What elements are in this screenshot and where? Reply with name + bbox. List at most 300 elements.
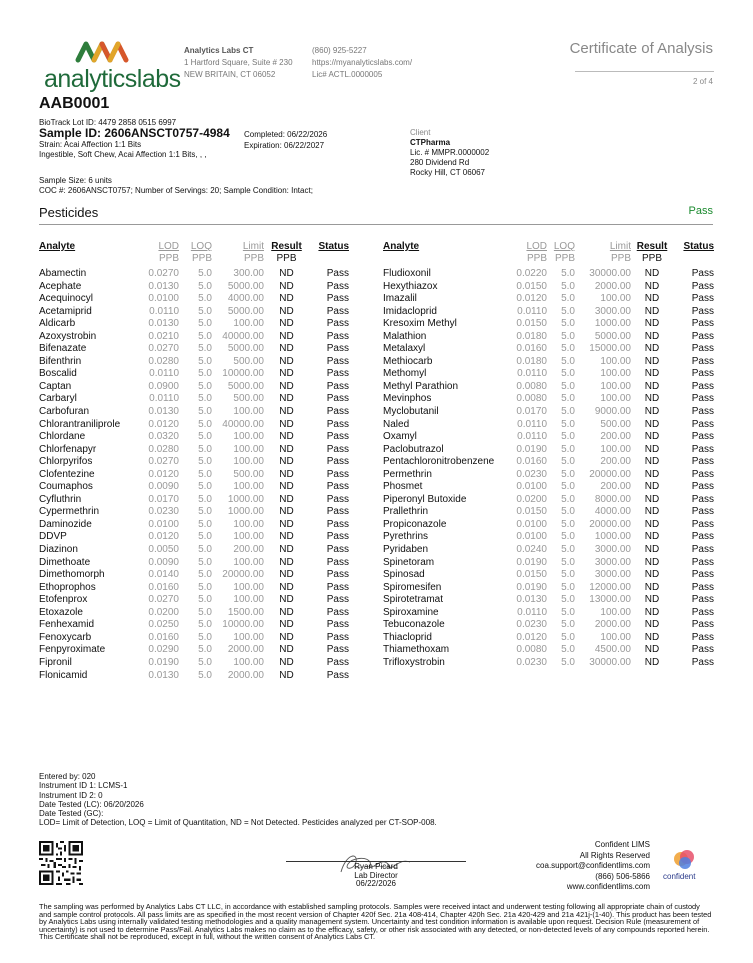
analyte-name: Chlordane	[39, 431, 86, 443]
lod-value: 0.0180	[516, 355, 547, 367]
col-result: Result	[636, 241, 668, 252]
client-license: Lic. # MMPR.0000002	[410, 148, 490, 157]
unit-loq: PPB	[191, 253, 212, 264]
result-value: ND	[279, 506, 294, 518]
analyte-name: Bifenazate	[39, 343, 87, 355]
status-value: Pass	[326, 506, 349, 518]
table-row	[383, 481, 714, 494]
table-row	[39, 381, 349, 394]
lims-email[interactable]: coa.support@confidentlims.com	[536, 861, 650, 870]
loq-value: 5.0	[198, 619, 212, 631]
analyte-name: Permethrin	[383, 468, 432, 480]
result-value: ND	[279, 418, 294, 430]
table-row	[383, 657, 714, 670]
loq-value: 5.0	[198, 431, 212, 443]
limit-value: 500.00	[600, 418, 631, 430]
lims-phone: (866) 506-5866	[595, 871, 650, 881]
analyte-name: Coumaphos	[39, 481, 93, 493]
loq-value: 5.0	[198, 518, 212, 530]
result-value: ND	[644, 606, 660, 618]
loq-value: 5.0	[561, 481, 575, 493]
status-value: Pass	[326, 493, 349, 505]
limit-value: 2000.00	[227, 644, 264, 656]
analyte-name: Etofenprox	[39, 594, 88, 606]
result-value: ND	[279, 669, 294, 681]
result-value: ND	[279, 355, 294, 367]
limit-value: 100.00	[233, 518, 264, 530]
loq-value: 5.0	[561, 569, 575, 581]
note-line: Instrument ID 1: LCMS-1	[39, 781, 128, 791]
limit-value: 10000.00	[222, 619, 264, 631]
analyte-name: Methiocarb	[383, 355, 433, 367]
status-value: Pass	[326, 581, 349, 593]
lod-value: 0.0190	[516, 581, 547, 593]
status-value: Pass	[326, 594, 349, 606]
result-value: ND	[279, 518, 294, 530]
limit-value: 1000.00	[227, 506, 264, 518]
loq-value: 5.0	[198, 293, 212, 305]
table-row	[39, 657, 349, 670]
analyte-name: Spirotetramat	[383, 594, 444, 606]
lod-value: 0.0130	[148, 406, 179, 418]
table-row	[39, 582, 349, 595]
disclaimer: The sampling was performed by Analytics Labs CT LLC, in accordance with established sampling protocols. Samples were received intact and underwent testing following all appropriate chain of custody and sample control protocols. All pass limits are as specified in the most recent version of Chapter 420f Sec. 21a 408-414, Chapter 420h Sec. 21a 420-429 and 21a 421j-(1-40). This product has been tested by Analytics Labs using internally validated testing methodologies and a quality management system. Uncertainty and test condition information is available upon request. Decision Rule (measurement of uncertainty) is not used to determine Pass/Fail. Analytics Labs makes no claim as to the efficacy, safety, or other risk associated with any detected, or non-detected levels of any compounds reported herein. This Certificate shall not be reproduced, except in full, without the written consent of Analytics Labs CT.	[39, 902, 712, 941]
analyte-name: Naled	[383, 418, 410, 430]
col-loq: LOQ	[190, 241, 212, 252]
limit-value: 20000.00	[589, 518, 631, 530]
result-value: ND	[279, 631, 294, 643]
table-row	[39, 644, 349, 657]
result-value: ND	[644, 380, 660, 392]
status-value: Pass	[691, 619, 714, 631]
analyte-name: Thiacloprid	[383, 631, 432, 643]
lod-value: 0.0110	[149, 305, 179, 317]
result-value: ND	[279, 443, 294, 455]
result-value: ND	[644, 456, 660, 468]
lod-value: 0.0150	[516, 506, 547, 518]
result-value: ND	[279, 330, 294, 342]
lod-value: 0.0210	[148, 330, 179, 342]
loq-value: 5.0	[561, 606, 575, 618]
table-row	[383, 393, 714, 406]
status-value: Pass	[326, 556, 349, 568]
result-value: ND	[279, 406, 294, 418]
lod-value: 0.0230	[516, 468, 547, 480]
loq-value: 5.0	[561, 343, 575, 355]
table-row	[383, 607, 714, 620]
result-value: ND	[279, 531, 294, 543]
analyte-name: Metalaxyl	[383, 343, 426, 355]
analyte-name: Aldicarb	[39, 318, 76, 330]
lab-info	[184, 45, 293, 81]
result-value: ND	[644, 468, 660, 480]
limit-value: 2000.00	[594, 619, 631, 631]
lod-value: 0.0230	[516, 656, 547, 668]
status-value: Pass	[691, 468, 714, 480]
loq-value: 5.0	[561, 443, 575, 455]
table-row	[383, 406, 714, 419]
lod-value: 0.0290	[148, 644, 179, 656]
analyte-name: Chlorantraniliprole	[39, 418, 121, 430]
limit-value: 9000.00	[594, 406, 631, 418]
loq-value: 5.0	[561, 305, 575, 317]
table-row	[39, 531, 349, 544]
status-value: Pass	[691, 406, 714, 418]
loq-value: 5.0	[198, 481, 212, 493]
result-value: ND	[644, 556, 660, 568]
lab-address-2: NEW BRITAIN, CT 06052	[184, 70, 276, 79]
status-value: Pass	[691, 518, 714, 530]
limit-value: 100.00	[233, 318, 264, 330]
table-row	[383, 281, 714, 294]
analyte-name: Acephate	[39, 280, 82, 292]
loq-value: 5.0	[198, 368, 212, 380]
status-value: Pass	[326, 631, 349, 643]
loq-value: 5.0	[561, 280, 575, 292]
lims-rights: All Rights Reserved	[579, 850, 650, 860]
table-row	[383, 268, 714, 281]
status-value: Pass	[691, 443, 714, 455]
result-value: ND	[644, 619, 660, 631]
confident-logo-icon	[660, 845, 710, 873]
status-value: Pass	[326, 669, 349, 681]
table-row	[383, 531, 714, 544]
table-row	[39, 356, 349, 369]
limit-value: 100.00	[233, 431, 264, 443]
analyte-name: Methyl Parathion	[383, 380, 459, 392]
section-status-badge: Pass	[688, 205, 713, 217]
lod-value: 0.0080	[516, 644, 547, 656]
table-row	[383, 519, 714, 532]
analyte-name: Propiconazole	[383, 518, 447, 530]
result-value: ND	[644, 569, 660, 581]
lod-value: 0.0160	[148, 631, 179, 643]
signatory	[286, 863, 466, 889]
client-address-1: 280 Dividend Rd	[410, 158, 470, 167]
analyte-name: Kresoxim Methyl	[383, 318, 457, 330]
table-row	[383, 331, 714, 344]
limit-value: 12000.00	[589, 581, 631, 593]
loq-value: 5.0	[198, 544, 212, 556]
sample-size-info	[39, 176, 313, 196]
loq-value: 5.0	[198, 355, 212, 367]
analyte-name: Trifloxystrobin	[383, 656, 445, 668]
limit-value: 13000.00	[589, 594, 631, 606]
signatory-name: Ryan Picard	[354, 862, 398, 871]
lims-web[interactable]: www.confidentlims.com	[566, 882, 650, 891]
status-value: Pass	[691, 305, 714, 317]
table-row	[39, 406, 349, 419]
analyte-name: Tebuconazole	[383, 619, 445, 631]
status-value: Pass	[326, 318, 349, 330]
table-row	[383, 306, 714, 319]
lod-value: 0.0100	[148, 518, 179, 530]
lod-value: 0.0100	[516, 481, 547, 493]
test-notes	[39, 772, 437, 828]
loq-value: 5.0	[198, 506, 212, 518]
result-value: ND	[644, 431, 660, 443]
loq-value: 5.0	[198, 393, 212, 405]
section-title: Pesticides	[39, 205, 99, 220]
analyte-name: Bifenthrin	[39, 355, 82, 367]
loq-value: 5.0	[198, 380, 212, 392]
lab-website[interactable]: https://myanalyticslabs.com/	[312, 58, 413, 67]
lot-id: BioTrack Lot ID: 4479 2858 0515 6997	[39, 118, 177, 127]
loq-value: 5.0	[198, 581, 212, 593]
limit-value: 10000.00	[222, 368, 264, 380]
status-value: Pass	[326, 393, 349, 405]
lod-value: 0.0170	[516, 406, 547, 418]
result-value: ND	[279, 305, 294, 317]
loq-value: 5.0	[561, 293, 575, 305]
loq-value: 5.0	[561, 581, 575, 593]
table-row	[383, 318, 714, 331]
analyte-name: Paclobutrazol	[383, 443, 444, 455]
lod-value: 0.0150	[516, 280, 547, 292]
matrix: Ingestible, Soft Chew, Acai Affection 1:1 Bits, , ,	[39, 150, 207, 159]
limit-value: 4000.00	[227, 293, 264, 305]
table-row	[383, 594, 714, 607]
status-value: Pass	[691, 393, 714, 405]
col-result: Result	[271, 241, 302, 252]
qr-code-icon[interactable]	[39, 841, 83, 885]
col-limit: Limit	[242, 241, 264, 252]
status-value: Pass	[691, 606, 714, 618]
table-row	[39, 607, 349, 620]
note-line: Entered by: 020	[39, 772, 96, 781]
note-line: Date Tested (LC): 06/20/2026	[39, 799, 144, 809]
analyte-name: Fenhexamid	[39, 619, 95, 631]
confident-logo	[660, 845, 710, 881]
table-row	[383, 431, 714, 444]
limit-value: 100.00	[600, 380, 631, 392]
loq-value: 5.0	[561, 456, 575, 468]
note-line: Instrument ID 2: 0	[39, 790, 103, 800]
lod-value: 0.0120	[148, 531, 179, 543]
limit-value: 3000.00	[594, 305, 631, 317]
loq-value: 5.0	[561, 355, 575, 367]
limit-value: 100.00	[600, 443, 631, 455]
status-value: Pass	[691, 531, 714, 543]
limit-value: 3000.00	[594, 544, 631, 556]
analyte-name: Phosmet	[383, 481, 423, 493]
result-value: ND	[279, 493, 294, 505]
lod-value: 0.0080	[516, 393, 547, 405]
analyte-name: Dimethomorph	[39, 569, 105, 581]
table-row	[39, 318, 349, 331]
result-value: ND	[644, 343, 660, 355]
status-value: Pass	[691, 594, 714, 606]
status-value: Pass	[691, 368, 714, 380]
table-row	[39, 569, 349, 582]
lod-value: 0.0110	[149, 393, 179, 405]
table-row	[39, 281, 349, 294]
table-row	[39, 456, 349, 469]
col-lod: LOD	[158, 241, 179, 252]
lod-value: 0.0270	[148, 343, 179, 355]
logo-wordmark: analyticslabs	[44, 65, 181, 93]
expiration-date: Expiration: 06/22/2027	[244, 141, 325, 150]
lod-value: 0.0100	[516, 531, 547, 543]
analyte-name: Daminozide	[39, 518, 92, 530]
strain-info	[39, 140, 207, 160]
result-value: ND	[279, 581, 294, 593]
limit-value: 20000.00	[222, 569, 264, 581]
table-row	[39, 444, 349, 457]
result-value: ND	[279, 569, 294, 581]
lod-value: 0.0200	[148, 606, 179, 618]
lab-address-1: 1 Hartford Square, Suite # 230	[184, 58, 293, 67]
table-row	[383, 569, 714, 582]
analyte-name: Flonicamid	[39, 669, 88, 681]
limit-value: 3000.00	[594, 569, 631, 581]
status-value: Pass	[691, 656, 714, 668]
lod-value: 0.0240	[516, 544, 547, 556]
analyte-name: Mevinphos	[383, 393, 432, 405]
analyte-name: Imazalil	[383, 293, 417, 305]
loq-value: 5.0	[561, 644, 575, 656]
lod-value: 0.0130	[148, 318, 179, 330]
lod-value: 0.0280	[148, 355, 179, 367]
unit-loq: PPB	[554, 253, 575, 264]
limit-value: 5000.00	[227, 343, 264, 355]
lims-info	[520, 840, 650, 893]
table-row	[383, 544, 714, 557]
result-value: ND	[644, 644, 660, 656]
status-value: Pass	[326, 330, 349, 342]
status-value: Pass	[326, 644, 349, 656]
sample-size: Sample Size: 6 units	[39, 176, 112, 185]
table-row	[39, 619, 349, 632]
loq-value: 5.0	[198, 418, 212, 430]
status-value: Pass	[326, 481, 349, 493]
analyte-name: Chlorpyrifos	[39, 456, 93, 468]
lod-value: 0.0110	[517, 368, 547, 380]
note-line: Date Tested (GC):	[39, 809, 104, 819]
lod-value: 0.0250	[148, 619, 179, 631]
header-divider	[575, 71, 714, 72]
loq-value: 5.0	[198, 305, 212, 317]
unit-limit: PPB	[243, 253, 264, 264]
analyte-name: Fenpyroximate	[39, 644, 106, 656]
unit-limit: PPB	[610, 253, 631, 264]
table-row	[383, 368, 714, 381]
loq-value: 5.0	[198, 443, 212, 455]
confident-wordmark: confident	[663, 872, 696, 881]
status-value: Pass	[691, 355, 714, 367]
result-value: ND	[279, 343, 294, 355]
result-value: ND	[279, 556, 294, 568]
result-value: ND	[279, 293, 294, 305]
table-row	[39, 343, 349, 356]
lod-value: 0.0160	[516, 456, 547, 468]
analyte-name: Fenoxycarb	[39, 631, 92, 643]
results-table-right	[383, 240, 714, 670]
result-value: ND	[279, 280, 294, 292]
analyte-name: Carbaryl	[39, 393, 77, 405]
status-value: Pass	[691, 493, 714, 505]
status-value: Pass	[691, 343, 714, 355]
limit-value: 100.00	[233, 594, 264, 606]
limit-value: 8000.00	[594, 493, 631, 505]
status-value: Pass	[691, 330, 714, 342]
limit-value: 100.00	[233, 581, 264, 593]
lod-value: 0.0120	[516, 293, 547, 305]
analyte-name: Pyrethrins	[383, 531, 429, 543]
result-value: ND	[279, 594, 294, 606]
lims-name: Confident LIMS	[594, 840, 650, 849]
result-value: ND	[279, 656, 294, 668]
analyte-name: Acequinocyl	[39, 293, 93, 305]
loq-value: 5.0	[561, 493, 575, 505]
result-value: ND	[644, 594, 660, 606]
status-value: Pass	[691, 556, 714, 568]
status-value: Pass	[326, 431, 349, 443]
sample-code: AAB0001	[39, 95, 110, 112]
status-value: Pass	[326, 456, 349, 468]
status-value: Pass	[326, 268, 349, 279]
loq-value: 5.0	[561, 380, 575, 392]
analyte-name: Myclobutanil	[383, 406, 439, 418]
analyte-name: Spinetoram	[383, 556, 435, 568]
limit-value: 100.00	[233, 456, 264, 468]
result-value: ND	[279, 368, 294, 380]
analyte-name: Pentachloronitrobenzene	[383, 456, 495, 468]
loq-value: 5.0	[198, 468, 212, 480]
page-number: 2 of 4	[692, 77, 713, 86]
loq-value: 5.0	[561, 531, 575, 543]
result-value: ND	[644, 581, 660, 593]
analyte-name: Methomyl	[383, 368, 427, 380]
col-analyte: Analyte	[39, 241, 76, 252]
lod-value: 0.0190	[148, 656, 179, 668]
client-label: Client	[410, 128, 431, 137]
results-table-left	[39, 240, 349, 682]
status-value: Pass	[691, 318, 714, 330]
table-row	[39, 670, 349, 683]
status-value: Pass	[691, 481, 714, 493]
lod-value: 0.0280	[148, 443, 179, 455]
client-name: CTPharma	[410, 138, 451, 147]
status-value: Pass	[326, 468, 349, 480]
result-value: ND	[279, 431, 294, 443]
signature-date: 06/22/2026	[355, 879, 397, 888]
lod-value: 0.0080	[516, 380, 547, 392]
lod-value: 0.0120	[148, 418, 179, 430]
result-value: ND	[279, 644, 294, 656]
result-value: ND	[644, 368, 660, 380]
analyte-name: Etoxazole	[39, 606, 83, 618]
status-value: Pass	[691, 631, 714, 643]
table-row	[39, 632, 349, 645]
table-row	[383, 456, 714, 469]
analyte-name: Imidacloprid	[383, 305, 437, 317]
loq-value: 5.0	[198, 268, 212, 279]
limit-value: 2000.00	[227, 669, 264, 681]
loq-value: 5.0	[561, 631, 575, 643]
analyte-name: Ethoprophos	[39, 581, 96, 593]
analyte-name: Spiromesifen	[383, 581, 442, 593]
analyte-name: Cypermethrin	[39, 506, 100, 518]
table-row	[39, 544, 349, 557]
limit-value: 200.00	[600, 456, 631, 468]
table-row	[39, 469, 349, 482]
status-value: Pass	[326, 355, 349, 367]
analyte-name: Fipronil	[39, 656, 72, 668]
analyte-name: Malathion	[383, 330, 427, 342]
limit-value: 500.00	[233, 393, 264, 405]
result-value: ND	[644, 280, 660, 292]
